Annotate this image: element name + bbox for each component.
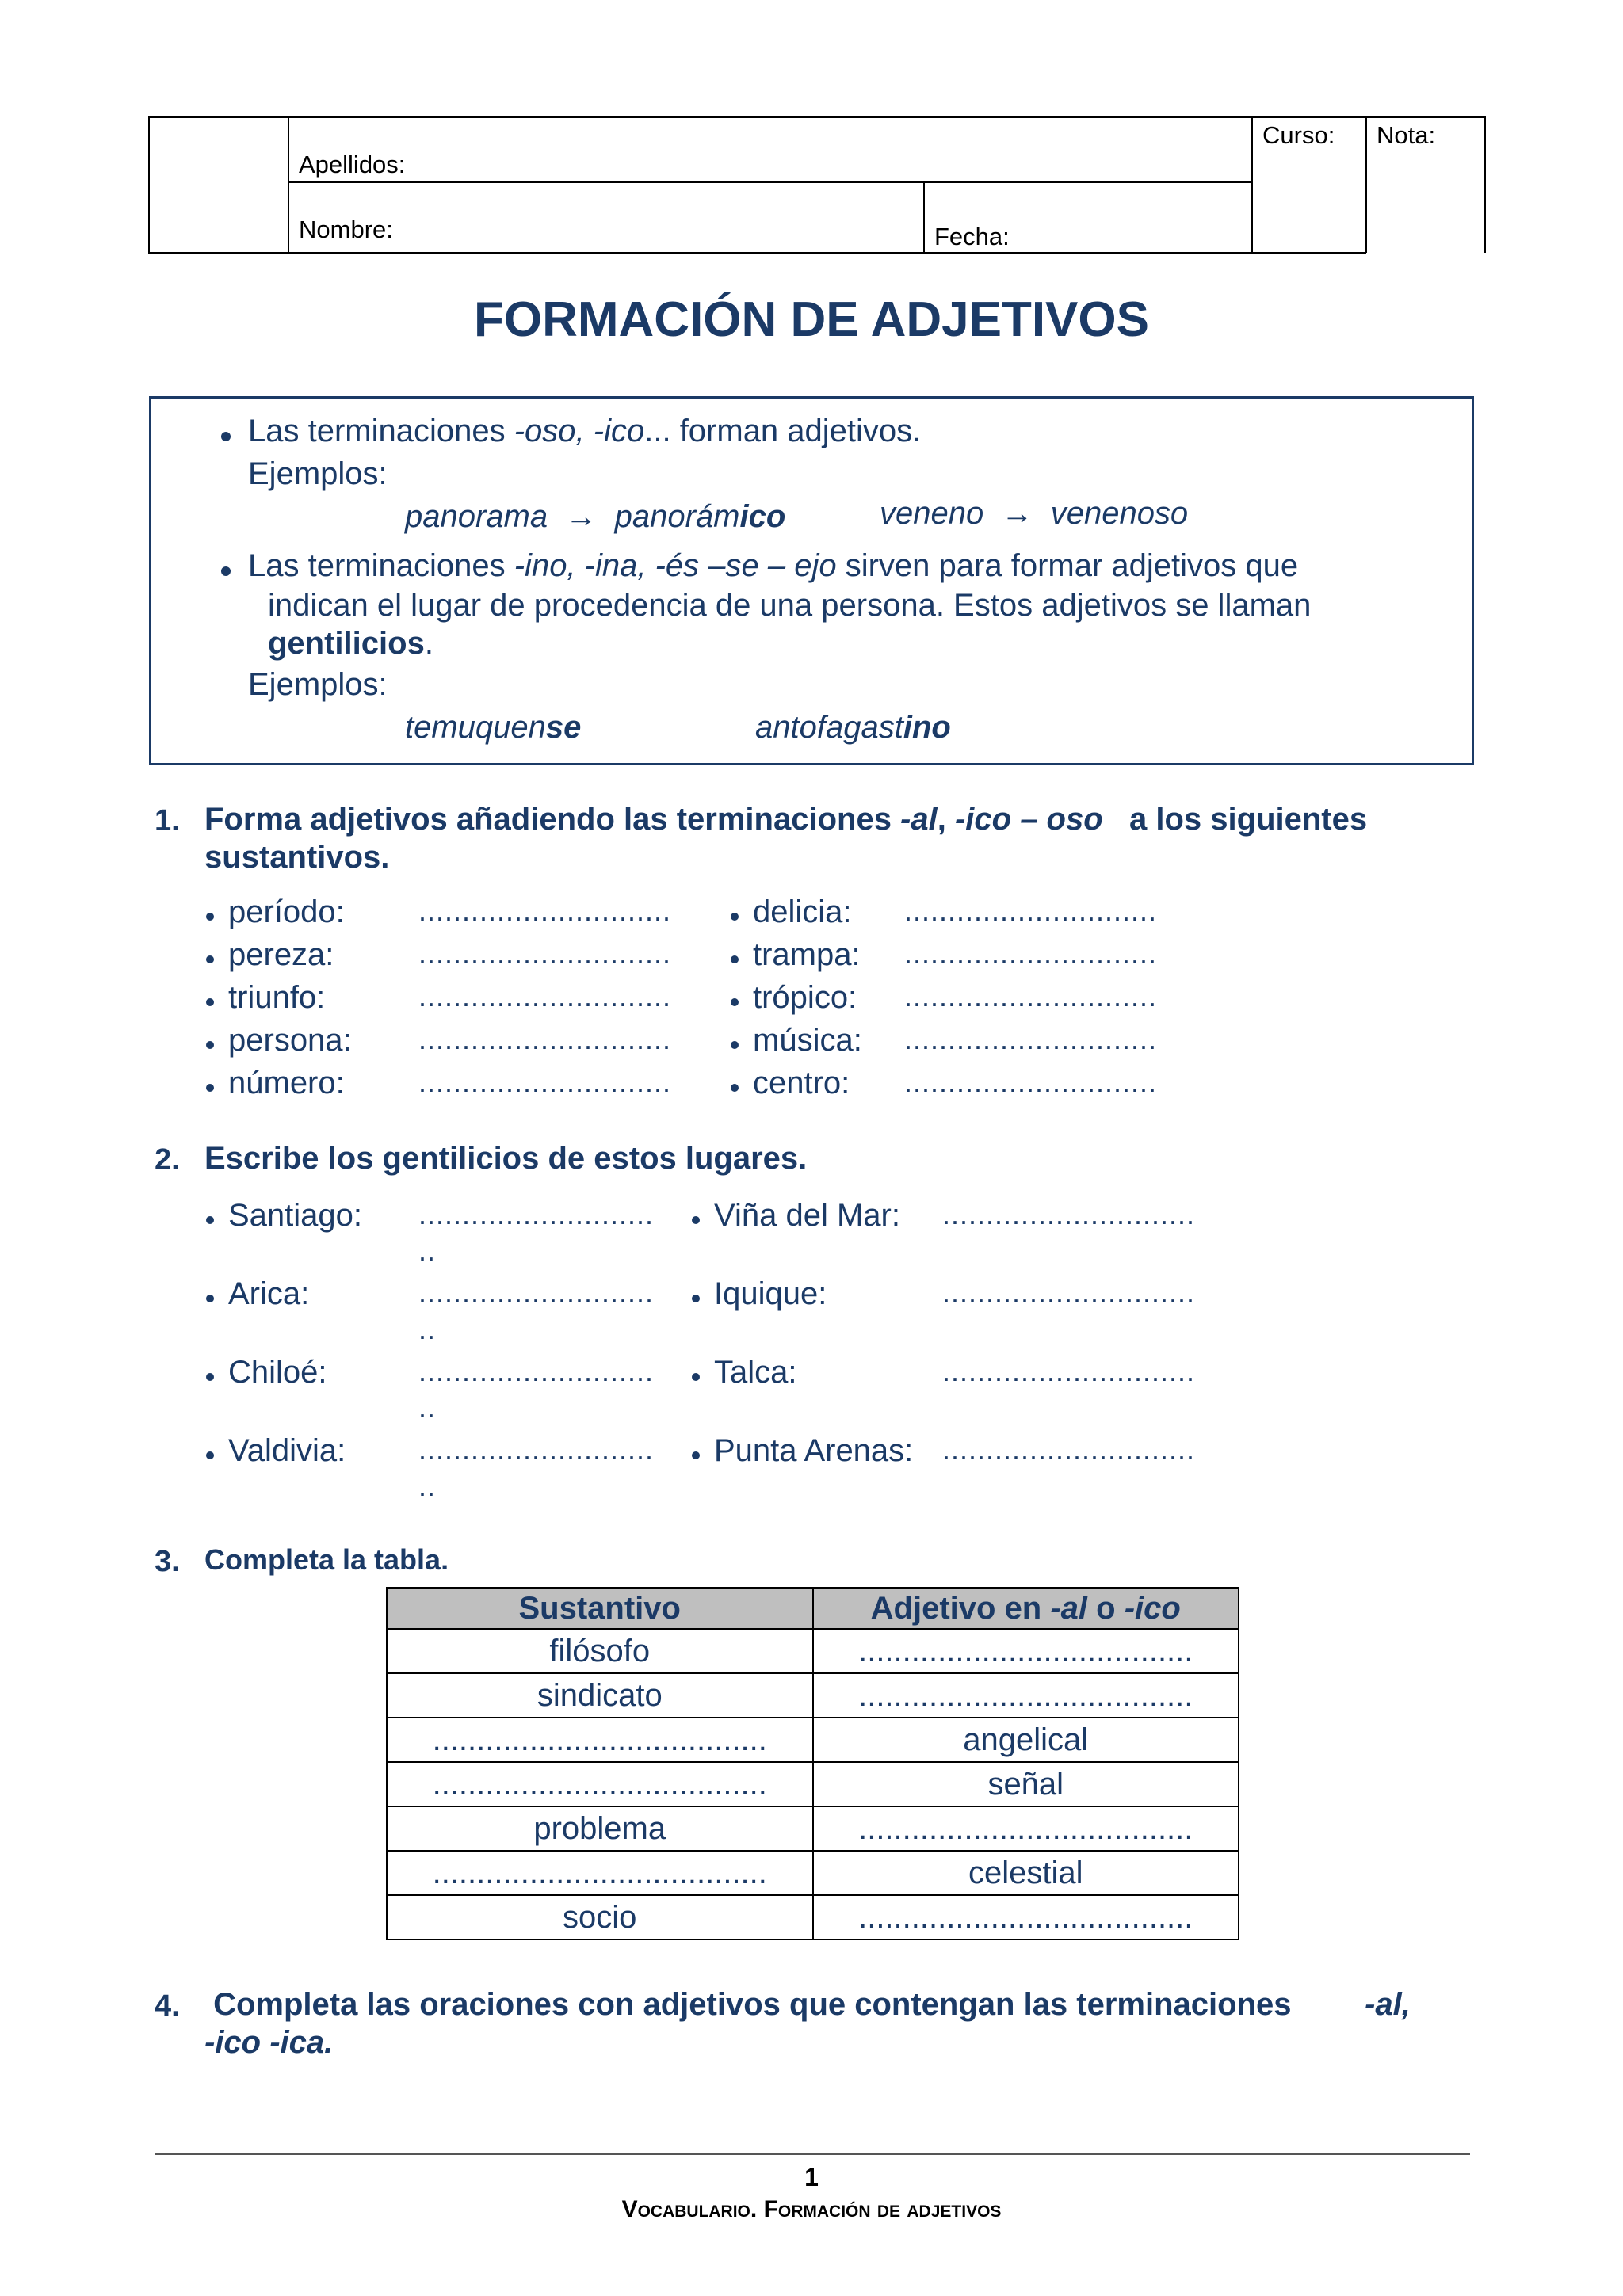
- rule-2: Las terminaciones -ino, -ina, -és –se – ejo sirven para formar adjetivos que: [248, 548, 1299, 583]
- question-4-number: 4.: [155, 1989, 180, 2023]
- example-veneno: veneno → venenoso: [880, 496, 1189, 531]
- table-row: [387, 1806, 1239, 1851]
- list-item: persona:: [228, 1023, 352, 1058]
- page-number: 1: [804, 2163, 819, 2191]
- table-cell-blank[interactable]: ......................................: [387, 1718, 813, 1762]
- answer-blank[interactable]: .............................: [904, 980, 1158, 1013]
- table-cell-blank[interactable]: ......................................: [813, 1673, 1239, 1718]
- question-4-text-line-2: -ico -ica.: [204, 2025, 334, 2060]
- rule-1: Las terminaciones -oso, -ico... forman adjetivos.: [248, 414, 922, 448]
- bullet-icon: [221, 566, 231, 576]
- apellidos-label: Apellidos:: [299, 151, 406, 178]
- answer-blank[interactable]: .............................: [904, 1066, 1158, 1098]
- vocab-table: [386, 1587, 1239, 1940]
- bullet-icon: [206, 1216, 214, 1224]
- footer-divider: [155, 2153, 1470, 2155]
- answer-blank[interactable]: .............................: [418, 1066, 672, 1098]
- example-temuquense: temuquense: [405, 710, 582, 745]
- list-item: Chiloé:: [228, 1355, 327, 1390]
- bullet-icon: [206, 1451, 214, 1459]
- bullet-icon: [206, 1041, 214, 1049]
- table-row: [387, 1629, 1239, 1673]
- answer-blank[interactable]: ...........................: [418, 1276, 655, 1309]
- list-item: Punta Arenas:: [714, 1433, 914, 1468]
- list-item: centro:: [753, 1066, 850, 1100]
- bullet-icon: [692, 1451, 700, 1459]
- answer-blank[interactable]: .............................: [904, 937, 1158, 970]
- list-item: trópico:: [753, 980, 857, 1015]
- table-row: [387, 1851, 1239, 1895]
- column-header-sustantivo: Sustantivo: [387, 1588, 813, 1629]
- answer-blank-wrap: ..: [418, 1470, 437, 1502]
- column-header-adjetivo: Adjetivo en -al o -ico: [813, 1588, 1239, 1629]
- answer-blank-wrap: ..: [418, 1391, 437, 1424]
- bullet-icon: [206, 913, 214, 921]
- table-cell-blank[interactable]: ......................................: [813, 1629, 1239, 1673]
- list-item: período:: [228, 894, 345, 929]
- rule-2-line-3: gentilicios.: [268, 626, 433, 661]
- answer-blank[interactable]: .............................: [942, 1276, 1196, 1309]
- footer-title: Vocabulario. Formación de adjetivos: [621, 2196, 1002, 2222]
- table-cell: filósofo: [387, 1629, 813, 1673]
- table-row: [387, 1895, 1239, 1939]
- answer-blank[interactable]: .............................: [942, 1433, 1196, 1466]
- bullet-icon: [731, 955, 739, 963]
- question-1-text: Forma adjetivos añadiendo las terminaciones -al, -ico – oso a los siguientes: [204, 802, 1368, 837]
- examples-label-2: Ejemplos:: [248, 667, 388, 702]
- answer-blank[interactable]: ...........................: [418, 1433, 655, 1466]
- list-item: delicia:: [753, 894, 852, 929]
- nombre-label: Nombre:: [299, 215, 393, 243]
- list-item: Iquique:: [714, 1276, 827, 1311]
- table-cell-blank[interactable]: ......................................: [813, 1806, 1239, 1851]
- rule-2-line-2: indican el lugar de procedencia de una persona. Estos adjetivos se llaman: [268, 588, 1312, 623]
- table-cell: socio: [387, 1895, 813, 1939]
- bullet-icon: [206, 998, 214, 1006]
- bullet-icon: [692, 1216, 700, 1224]
- answer-blank[interactable]: .............................: [418, 1023, 672, 1055]
- bullet-icon: [206, 1295, 214, 1302]
- table-cell: celestial: [813, 1851, 1239, 1895]
- bullet-icon: [731, 1084, 739, 1092]
- bullet-icon: [731, 913, 739, 921]
- table-cell: angelical: [813, 1718, 1239, 1762]
- examples-label-1: Ejemplos:: [248, 456, 388, 491]
- question-1-number: 1.: [155, 804, 180, 837]
- table-cell-blank[interactable]: ......................................: [813, 1895, 1239, 1939]
- bullet-icon: [206, 955, 214, 963]
- list-item: trampa:: [753, 937, 861, 972]
- answer-blank[interactable]: .............................: [904, 1023, 1158, 1055]
- answer-blank[interactable]: .............................: [904, 894, 1158, 927]
- question-2-text: Escribe los gentilicios de estos lugares.: [204, 1141, 808, 1176]
- list-item: Talca:: [714, 1355, 797, 1390]
- example-antofagastino: antofagastino: [755, 710, 951, 745]
- question-3-text: Completa la tabla.: [204, 1543, 449, 1576]
- question-2-number: 2.: [155, 1143, 180, 1177]
- table-row: [387, 1718, 1239, 1762]
- answer-blank[interactable]: ...........................: [418, 1355, 655, 1387]
- list-item: pereza:: [228, 937, 334, 972]
- example-panorama: panorama → panorámico: [405, 499, 786, 534]
- table-row: [387, 1673, 1239, 1718]
- list-item: música:: [753, 1023, 862, 1058]
- table-cell: problema: [387, 1806, 813, 1851]
- list-item: Viña del Mar:: [714, 1198, 900, 1233]
- question-4-text: Completa las oraciones con adjetivos que contengan las terminaciones: [204, 1987, 1292, 2022]
- question-4-text-italic: -al,: [1365, 1987, 1411, 2022]
- bullet-icon: [221, 432, 231, 441]
- list-item: triunfo:: [228, 980, 326, 1015]
- answer-blank[interactable]: .............................: [942, 1198, 1196, 1230]
- bullet-icon: [206, 1084, 214, 1092]
- page-title: FORMACIÓN DE ADJETIVOS: [474, 292, 1149, 347]
- bullet-icon: [206, 1373, 214, 1381]
- list-item: Valdivia:: [228, 1433, 346, 1468]
- curso-label: Curso:: [1262, 121, 1335, 149]
- answer-blank-wrap: ..: [418, 1234, 437, 1267]
- table-cell-blank[interactable]: ......................................: [387, 1851, 813, 1895]
- nota-label: Nota:: [1377, 121, 1436, 149]
- table-cell-blank[interactable]: ......................................: [387, 1762, 813, 1806]
- question-3-number: 3.: [155, 1545, 180, 1578]
- question-1-text-line-2: sustantivos.: [204, 840, 390, 875]
- answer-blank[interactable]: .............................: [418, 894, 672, 927]
- table-header-row: [387, 1588, 1239, 1629]
- table-row: [387, 1762, 1239, 1806]
- answer-blank-wrap: ..: [418, 1313, 437, 1345]
- list-item: número:: [228, 1066, 345, 1100]
- answer-blank[interactable]: .............................: [942, 1355, 1196, 1387]
- list-item: Santiago:: [228, 1198, 363, 1233]
- list-item: Arica:: [228, 1276, 310, 1311]
- fecha-label: Fecha:: [934, 223, 1010, 250]
- bullet-icon: [731, 998, 739, 1006]
- bullet-icon: [692, 1373, 700, 1381]
- bullet-icon: [731, 1041, 739, 1049]
- bullet-icon: [692, 1295, 700, 1302]
- answer-blank[interactable]: ...........................: [418, 1198, 655, 1230]
- answer-blank[interactable]: .............................: [418, 937, 672, 970]
- answer-blank[interactable]: .............................: [418, 980, 672, 1013]
- table-cell: sindicato: [387, 1673, 813, 1718]
- table-cell: señal: [813, 1762, 1239, 1806]
